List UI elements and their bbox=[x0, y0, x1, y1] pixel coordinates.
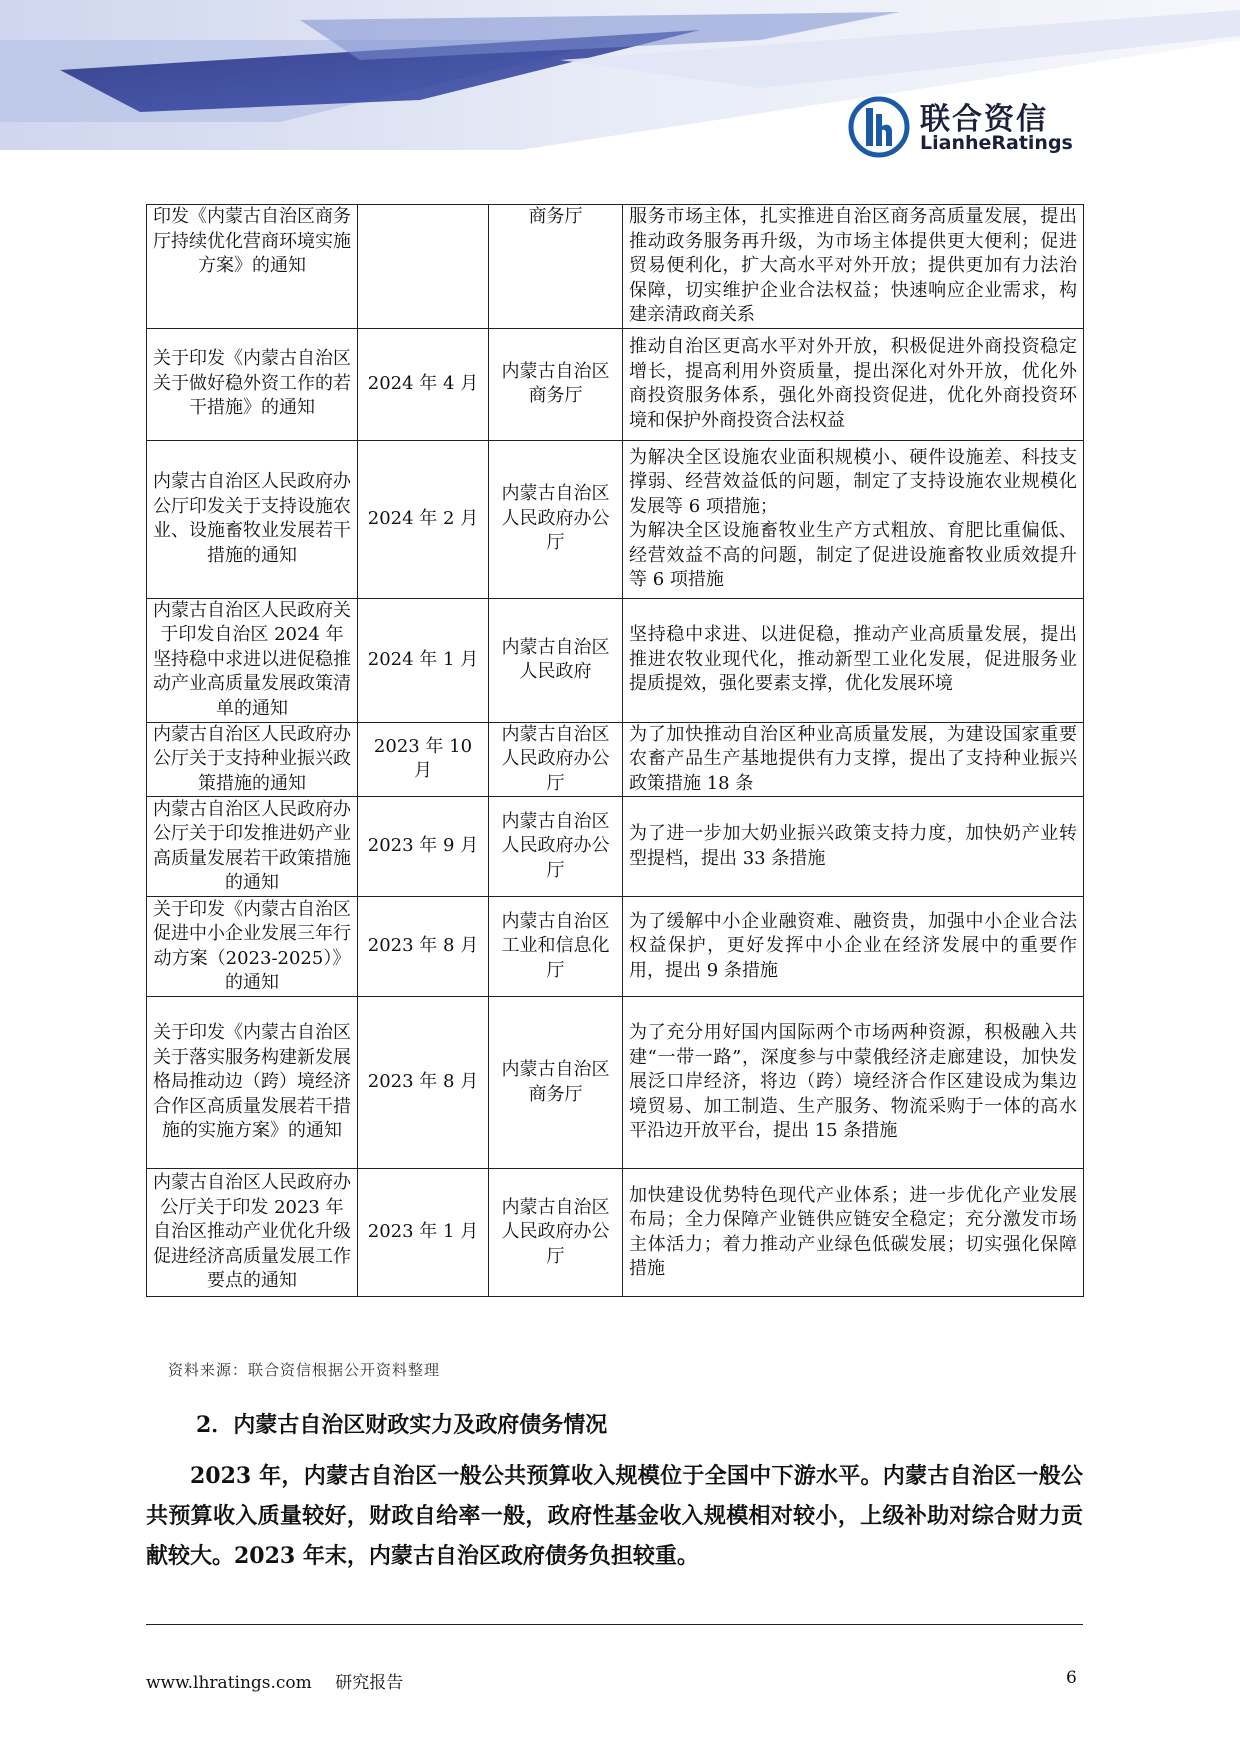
policy-dept-cell: 内蒙古自治区人民政府办公厅 bbox=[489, 440, 623, 598]
policy-desc-cell: 推动自治区更高水平对外开放，积极促进外商投资稳定增长，提高利用外资质量，提出深化对外开放，优化外商投资服务体系，强化外商投资促进，优化外商投资环境和保护外商投资合法权益 bbox=[623, 328, 1084, 440]
policy-date-cell: 2024 年 2 月 bbox=[358, 440, 489, 598]
policy-dept-cell: 内蒙古自治区商务厅 bbox=[489, 997, 623, 1169]
policy-name-cell: 关于印发《内蒙古自治区促进中小企业发展三年行动方案（2023-2025）》的通知 bbox=[147, 897, 358, 997]
policy-desc-cell: 服务市场主体，扎实推进自治区商务高质量发展，提出推动政务服务再升级，为市场主体提供更大便利；促进贸易便利化，扩大高水平对外开放；提供更加有力法治保障，切实维护企业合法权益；快速响应企业需求，构建亲清政商关系 bbox=[623, 205, 1084, 329]
footer-report-label: 研究报告 bbox=[335, 1673, 404, 1693]
logo-mark-icon bbox=[848, 96, 910, 158]
policy-dept-cell: 内蒙古自治区工业和信息化厅 bbox=[489, 897, 623, 997]
table-row bbox=[147, 897, 1084, 997]
table-row bbox=[147, 1169, 1084, 1297]
policy-date-cell: 2023 年 9 月 bbox=[358, 797, 489, 897]
table-row bbox=[147, 598, 1084, 722]
policy-name-cell: 内蒙古自治区人民政府关于印发自治区 2024 年坚持稳中求进以进促稳推动产业高质量发展政策清单的通知 bbox=[147, 598, 358, 722]
table-row bbox=[147, 328, 1084, 440]
table-row bbox=[147, 797, 1084, 897]
policy-date-cell: 2024 年 1 月 bbox=[358, 598, 489, 722]
section-summary: 2023 年，内蒙古自治区一般公共预算收入规模位于全国中下游水平。内蒙古自治区一般公共预算收入质量较好，财政自给率一般，政府性基金收入规模相对较小，上级补助对综合财力贡献较大。2023 年末，内蒙古自治区政府债务负担较重。 bbox=[146, 1463, 1083, 1569]
policy-date-cell: 2023 年 8 月 bbox=[358, 897, 489, 997]
policy-desc-cell: 坚持稳中求进、以进促稳，推动产业高质量发展，提出推进农牧业现代化，推动新型工业化发展，促进服务业提质提效，强化要素支撑，优化发展环境 bbox=[623, 598, 1084, 722]
policy-date-cell: 2023 年 8 月 bbox=[358, 997, 489, 1169]
policy-name-cell: 内蒙古自治区人民政府办公厅关于支持种业振兴政策措施的通知 bbox=[147, 722, 358, 797]
table-row bbox=[147, 722, 1084, 797]
policy-desc-part: 为解决全区设施农业面积规模小、硬件设施差、科技支撑弱、经营效益低的问题，制定了支持设施农业规模化发展等 6 项措施； bbox=[629, 446, 1077, 517]
policy-desc-cell bbox=[623, 440, 1084, 598]
footer-info bbox=[146, 1668, 403, 1693]
policy-dept-cell: 内蒙古自治区人民政府办公厅 bbox=[489, 722, 623, 797]
policy-name-cell: 关于印发《内蒙古自治区关于落实服务构建新发展格局推动边（跨）境经济合作区高质量发展若干措施的实施方案》的通知 bbox=[147, 997, 358, 1169]
policy-date-cell: 2024 年 4 月 bbox=[358, 328, 489, 440]
policy-dept-cell: 内蒙古自治区人民政府办公厅 bbox=[489, 797, 623, 897]
policy-name-cell: 内蒙古自治区人民政府办公厅印发关于支持设施农业、设施畜牧业发展若干措施的通知 bbox=[147, 440, 358, 598]
policy-name-cell: 内蒙古自治区人民政府办公厅关于印发推进奶产业高质量发展若干政策措施的通知 bbox=[147, 797, 358, 897]
table-row bbox=[147, 997, 1084, 1169]
section-heading: 2．内蒙古自治区财政实力及政府债务情况 bbox=[196, 1412, 608, 1438]
policy-desc-cell: 为了充分用好国内国际两个市场两种资源，积极融入共建“一带一路”，深度参与中蒙俄经济走廊建设，加快发展泛口岸经济，将边（跨）境经济合作区建设成为集边境贸易、加工制造、生产服务、物流采购于一体的高水平沿边开放平台，提出 15 条措施 bbox=[623, 997, 1084, 1169]
policy-name-cell: 关于印发《内蒙古自治区关于做好稳外资工作的若干措施》的通知 bbox=[147, 328, 358, 440]
table-source-note: 资料来源：联合资信根据公开资料整理 bbox=[168, 1361, 441, 1379]
policy-desc-cell: 为了进一步加大奶业振兴政策支持力度，加快奶产业转型提档，提出 33 条措施 bbox=[623, 797, 1084, 897]
policy-name-cell: 印发《内蒙古自治区商务厅持续优化营商环境实施方案》的通知 bbox=[147, 205, 358, 329]
policy-desc-part: 为解决全区设施畜牧业生产方式粗放、育肥比重偏低、经营效益不高的问题，制定了促进设施畜牧业质效提升等 6 项措施 bbox=[629, 520, 1077, 590]
page-number: 6 bbox=[1066, 1668, 1077, 1688]
policy-dept-cell: 商务厅 bbox=[489, 205, 623, 329]
policy-desc-cell: 为了缓解中小企业融资难、融资贵，加强中小企业合法权益保护，更好发挥中小企业在经济发展中的重要作用，提出 9 条措施 bbox=[623, 897, 1084, 997]
logo-english-name: LianheRatings bbox=[920, 132, 1073, 154]
policy-dept-cell: 内蒙古自治区人民政府 bbox=[489, 598, 623, 722]
policy-desc-cell: 为了加快推动自治区种业高质量发展，为建设国家重要农畜产品生产基地提供有力支撑，提出了支持种业振兴政策措施 18 条 bbox=[623, 722, 1084, 797]
policy-name-cell: 内蒙古自治区人民政府办公厅关于印发 2023 年自治区推动产业优化升级促进经济高质量发展工作要点的通知 bbox=[147, 1169, 358, 1297]
policy-date-cell: 2023 年 1 月 bbox=[358, 1169, 489, 1297]
logo-chinese-name: 联合资信 bbox=[920, 102, 1048, 137]
policy-date-cell: 2023 年 10 月 bbox=[358, 722, 489, 797]
policy-table bbox=[146, 204, 1084, 1297]
table-row bbox=[147, 205, 1084, 329]
policy-desc-cell: 加快建设优势特色现代产业体系；进一步优化产业发展布局；全力保障产业链供应链安全稳定；充分激发市场主体活力；着力推动产业绿色低碳发展；切实强化保障措施 bbox=[623, 1169, 1084, 1297]
company-logo bbox=[848, 96, 1073, 160]
footer-website-link[interactable]: www.lhratings.com bbox=[146, 1673, 312, 1693]
policy-date-cell bbox=[358, 205, 489, 329]
policy-dept-cell: 内蒙古自治区商务厅 bbox=[489, 328, 623, 440]
footer-divider bbox=[146, 1624, 1083, 1625]
policy-dept-cell: 内蒙古自治区人民政府办公厅 bbox=[489, 1169, 623, 1297]
table-row bbox=[147, 440, 1084, 598]
